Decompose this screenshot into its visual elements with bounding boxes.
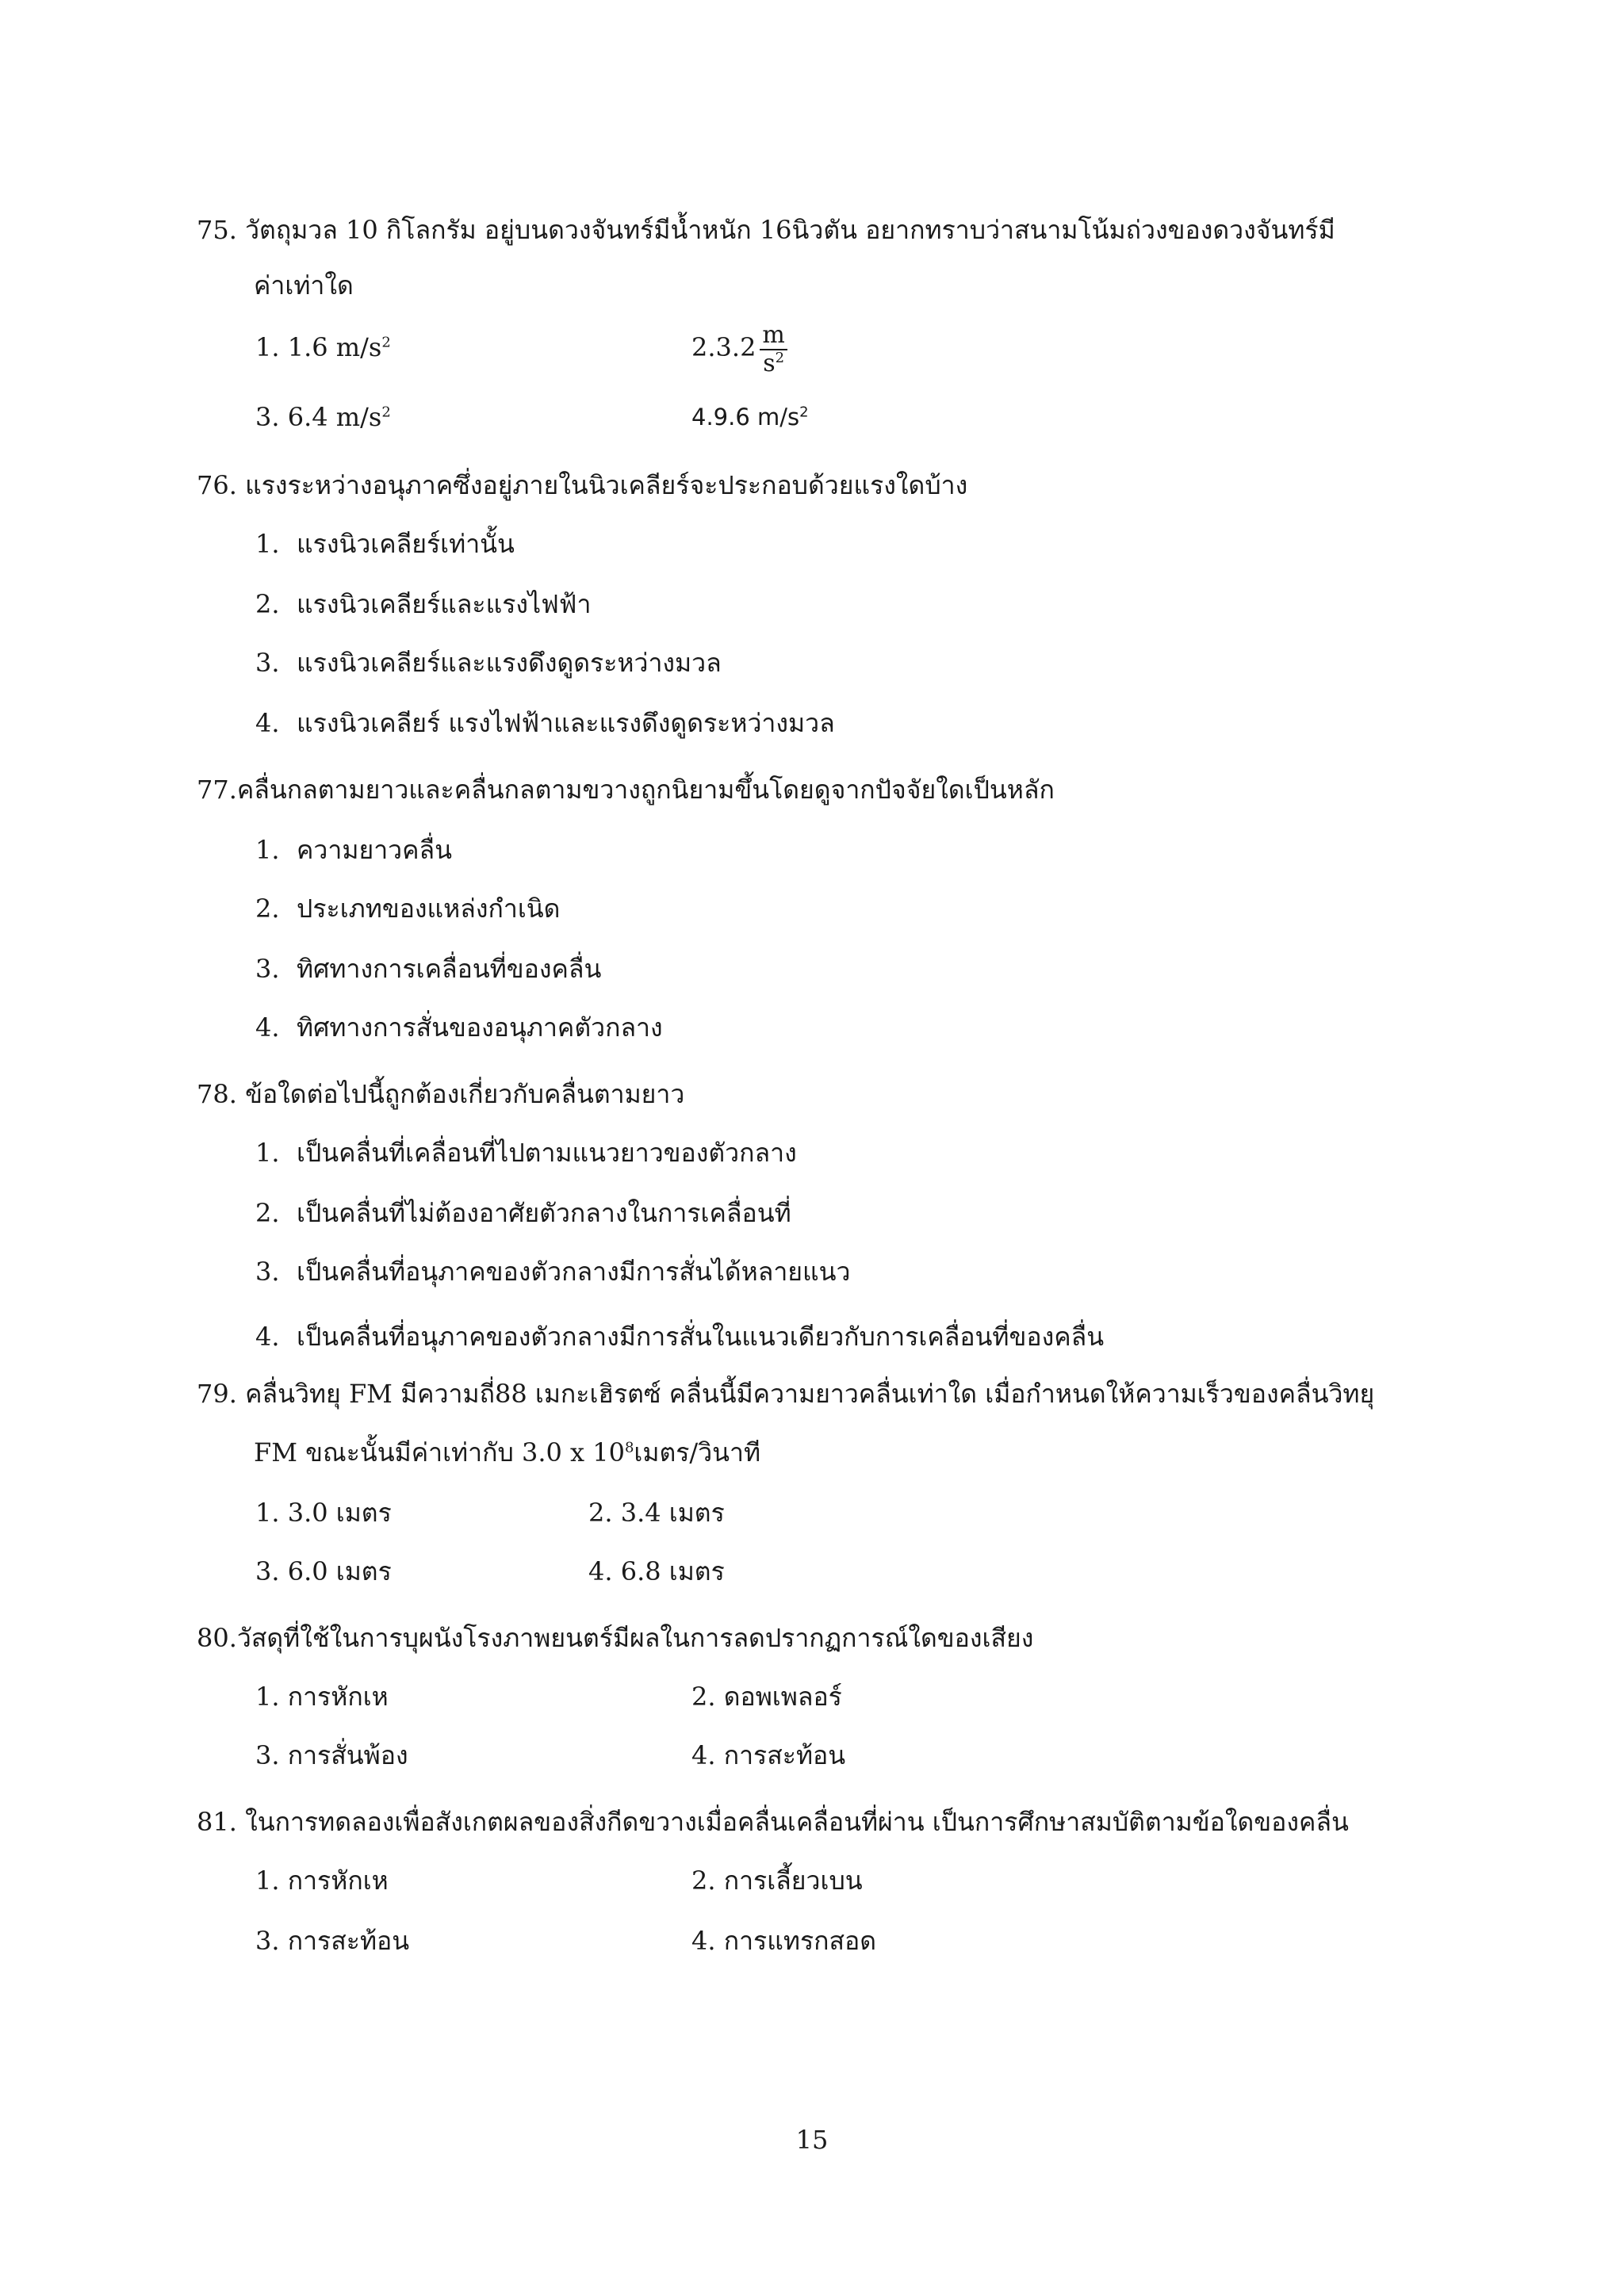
question-79-option-2: 2. 3.4 เมตร (588, 1498, 725, 1528)
question-79-option-3: 3. 6.0 เมตร (255, 1556, 392, 1586)
question-75-option-2: 2.3.2 $\frac{m}{s^2}$ (691, 316, 788, 379)
question-79-option-1: 1. 3.0 เมตร (255, 1498, 392, 1528)
question-79: 79. คลื่นวิทยุ FM มีความถี่88 เมกะเฮิรตซ์ คลื่นนี้มีความยาวคลื่นเท่าใด เมื่อกำหนดให้ความเร็วของคลื่นวิทยุ (197, 1379, 1375, 1409)
question-78-option-4: 4. เป็นคลื่นที่อนุภาคของตัวกลางมีการสั่นในแนวเดียวกับการเคลื่อนที่ของคลื่น (255, 1322, 1105, 1352)
question-76-option-2: 2. แรงนิวเคลียร์และแรงไฟฟ้า (255, 589, 592, 619)
question-77-option-3: 3. ทิศทางการเคลื่อนที่ของคลื่น (255, 954, 602, 984)
question-75-option-4: 4.9.6 $m/s^2$ (691, 404, 809, 430)
question-76-option-3: 3. แรงนิวเคลียร์และแรงดึงดูดระหว่างมวล (255, 648, 722, 678)
question-80-option-4: 4. การสะท้อน (691, 1740, 846, 1770)
question-76-option-1: 1. แรงนิวเคลียร์เท่านั้น (255, 529, 515, 559)
question-81-option-4: 4. การแทรกสอด (691, 1926, 877, 1956)
question-77-option-4: 4. ทิศทางการสั่นของอนุภาคตัวกลาง (255, 1012, 663, 1043)
question-75: 75. วัตถุมวล 10 กิโลกรัม อยู่บนดวงจันทร์มีน้ำหนัก 16นิวตัน อยากทราบว่าสนามโน้มถ่วงของดวงจันทร์มี (197, 215, 1335, 245)
question-80-option-1: 1. การหักเห (255, 1682, 389, 1712)
question-76: 76. แรงระหว่างอนุภาคซึ่งอยู่ภายในนิวเคลียร์จะประกอบด้วยแรงใดบ้าง (197, 470, 968, 500)
question-78-option-1: 1. เป็นคลื่นที่เคลื่อนที่ไปตามแนวยาวของตัวกลาง (255, 1138, 797, 1168)
question-75-option-1: 1. 1.6 $m/s^2$ (255, 332, 391, 362)
question-81-option-1: 1. การหักเห (255, 1866, 389, 1896)
question-81: 81. ในการทดลองเพื่อสังเกตผลของสิ่งกีดขวางเมื่อคลื่นเคลื่อนที่ผ่าน เป็นการศึกษาสมบัติตามข้อใดของคลื่น (197, 1807, 1349, 1837)
question-80-option-3: 3. การสั่นพ้อง (255, 1740, 408, 1770)
question-80-option-2: 2. ดอพเพลอร์ (691, 1682, 842, 1712)
question-78-option-2: 2. เป็นคลื่นที่ไม่ต้องอาศัยตัวกลางในการเคลื่อนที่ (255, 1198, 791, 1228)
question-76-option-4: 4. แรงนิวเคลียร์ แรงไฟฟ้าและแรงดึงดูดระหว่างมวล (255, 708, 835, 738)
question-79-continuation: FM ขณะนั้นมีค่าเท่ากับ 3.0 x $10^8$เมตร/วินาที (254, 1437, 761, 1468)
question-77-option-2: 2. ประเภทของแหล่งกำเนิด (255, 894, 561, 924)
question-79-option-4: 4. 6.8 เมตร (588, 1556, 725, 1586)
question-81-option-2: 2. การเลี้ยวเบน (691, 1866, 863, 1896)
page-number: 15 (795, 2125, 829, 2155)
question-77-option-1: 1. ความยาวคลื่น (255, 835, 453, 865)
question-78: 78. ข้อใดต่อไปนี้ถูกต้องเกี่ยวกับคลื่นตามยาว (197, 1079, 685, 1109)
question-77: 77.คลื่นกลตามยาวและคลื่นกลตามขวางถูกนิยามขึ้นโดยดูจากปัจจัยใดเป็นหลัก (197, 775, 1055, 805)
question-78-option-3: 3. เป็นคลื่นที่อนุภาคของตัวกลางมีการสั่นได้หลายแนว (255, 1257, 851, 1287)
question-75-option-3: 3. 6.4 $m/s^2$ (255, 402, 391, 432)
fraction-m-over-s2: $\frac{m}{s^2}$ (759, 322, 787, 377)
question-80: 80.วัสดุที่ใช้ในการบุผนังโรงภาพยนตร์มีผลในการลดปรากฏการณ์ใดของเสียง (197, 1623, 1034, 1653)
question-75-continuation: ค่าเท่าใด (254, 270, 354, 300)
question-81-option-3: 3. การสะท้อน (255, 1926, 410, 1956)
